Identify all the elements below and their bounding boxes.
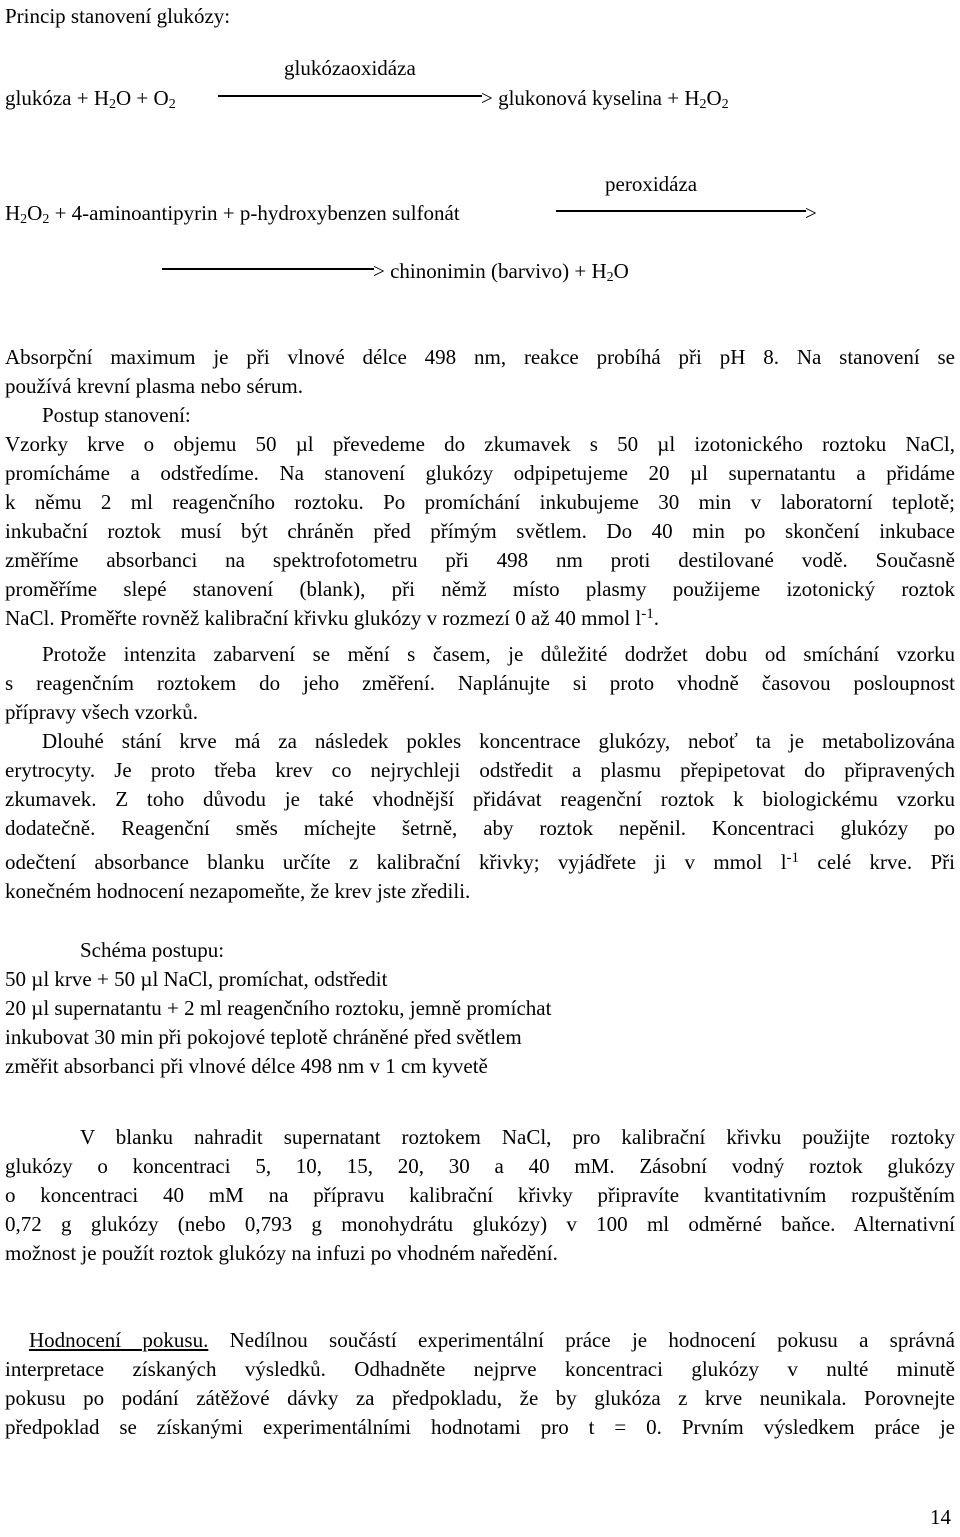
enzyme-label-peroxidase: peroxidáza [605, 172, 698, 196]
reaction2-arrow-head: > [805, 201, 817, 225]
paragraph-timing: Protože intenzita zabarvení se mění s časem, je důležité dodržet dobu od smíchání vzorku s reagenčním roztokem do jeho změření. Naplánujte si proto vhodně časovou posloupnost přípravy všech vzorků. [5, 642, 955, 724]
scheme-step: inkubovat 30 min při pokojové teplotě chráněné před světlem [5, 1025, 522, 1049]
reaction2-reactants: $H_2O_2$ + 4-aminoantipyrin + p-hydroxybenzen sulfonát [5, 201, 460, 227]
reaction1-products: > glukonová kyselina + $H_2O_2$ [481, 86, 729, 112]
page-heading: Princip stanovení glukózy: [5, 4, 231, 28]
paragraph-calibration: V blanku nahradit supernatant roztokem NaCl, pro kalibrační křivku použijte roztoky glukózy o koncentraci 5, 10, 15, 20, 30 a 40 mM. Zásobní vodný roztok glukózy o koncentraci 40 mM na přípravu kalibrační křivky připravíte kvantitativním rozpuštěním 0,72 g glukózy (nebo 0,793 g monohydrátu glukózy) v 100 ml odměrné baňce. Alternativní možnost je použít roztok glukózy na infuzi po vhodném naředění. [5, 1125, 955, 1265]
reaction1-reactants: glukóza + $H_2O + O_2$ [5, 86, 176, 112]
reaction1-arrow [218, 95, 482, 97]
paragraph-evaluation: Hodnocení pokusu. Nedílnou součástí experimentální práce je hodnocení pokusu a správná interpretace získaných výsledků. Odhadněte nejprve koncentraci glukózy v nulté minutě pokusu po podání zátěžové dávky za předpokladu, že by glukóza z krve neunikala. Porovnejte předpoklad se získanými experimentálními hodnotami pro t = 0. Prvním výsledkem práce je [5, 1328, 955, 1439]
reaction2-products: > chinonimin (barvivo) + $H_2O$ [373, 259, 629, 285]
reaction2-arrow [556, 210, 806, 212]
paragraph-absorption: Absorpční maximum je při vlnové délce 498 nm, reakce probíhá při pH 8. Na stanovení se používá krevní plasma nebo sérum. [5, 345, 955, 398]
page-number: 14 [930, 1505, 951, 1529]
paragraph-procedure: Postup stanovení: Vzorky krve o objemu 50 µl převedeme do zkumavek s 50 µl izotonického roztoku NaCl, promícháme a odstředíme. Na stanovení glukózy odpipetujeme 20 µl supernatantu a přidáme k němu 2 ml reagenčního roztoku. Po promíchání inkubujeme 30 min v laboratorní teplotě; inkubační roztok musí být chráněn před přímým světlem. Do 40 min po skončení inkubace změříme absorbanci na spektrofotometru při 498 nm proti destilované vodě. Současně proměříme slepé stanovení (blank), při němž místo plasmy použijeme izotonický roztok NaCl. Proměřte rovněž kalibrační křivku glukózy v rozmezí 0 až 40 mmol $l^{-1}$. [5, 403, 955, 630]
scheme-step: 50 µl krve + 50 µl NaCl, promíchat, odstředit [5, 967, 388, 991]
evaluation-heading: Hodnocení pokusu. [29, 1328, 209, 1352]
enzyme-label-glucose-oxidase: glukózaoxidáza [284, 56, 416, 80]
reaction2-continuation-arrow [162, 268, 374, 270]
scheme-heading: Schéma postupu: [80, 938, 225, 962]
paragraph-blood-standing: Dlouhé stání krve má za následek pokles koncentrace glukózy, neboť ta je metabolizována erytrocyty. Je proto třeba krev co nejrychleji odstředit a plasmu přepipetovat do připravených zkumavek. Z toho důvodu je také vhodnější přidávat reagenční roztok k biologickému vzorku dodatečně. Reagenční směs míchejte šetrně, aby roztok nepěnil. Koncentraci glukózy po odečtení absorbance blanku určíte z kalibrační křivky; vyjádřete ji v mmol $l^{-1}$ celé krve. Při konečném hodnocení nezapomeňte, že krev jste zředili. [5, 729, 955, 903]
scheme-step: 20 µl supernatantu + 2 ml reagenčního roztoku, jemně promíchat [5, 996, 552, 1020]
procedure-heading: Postup stanovení: [42, 403, 191, 427]
scheme-step: změřit absorbanci při vlnové délce 498 nm v 1 cm kyvetě [5, 1054, 488, 1078]
